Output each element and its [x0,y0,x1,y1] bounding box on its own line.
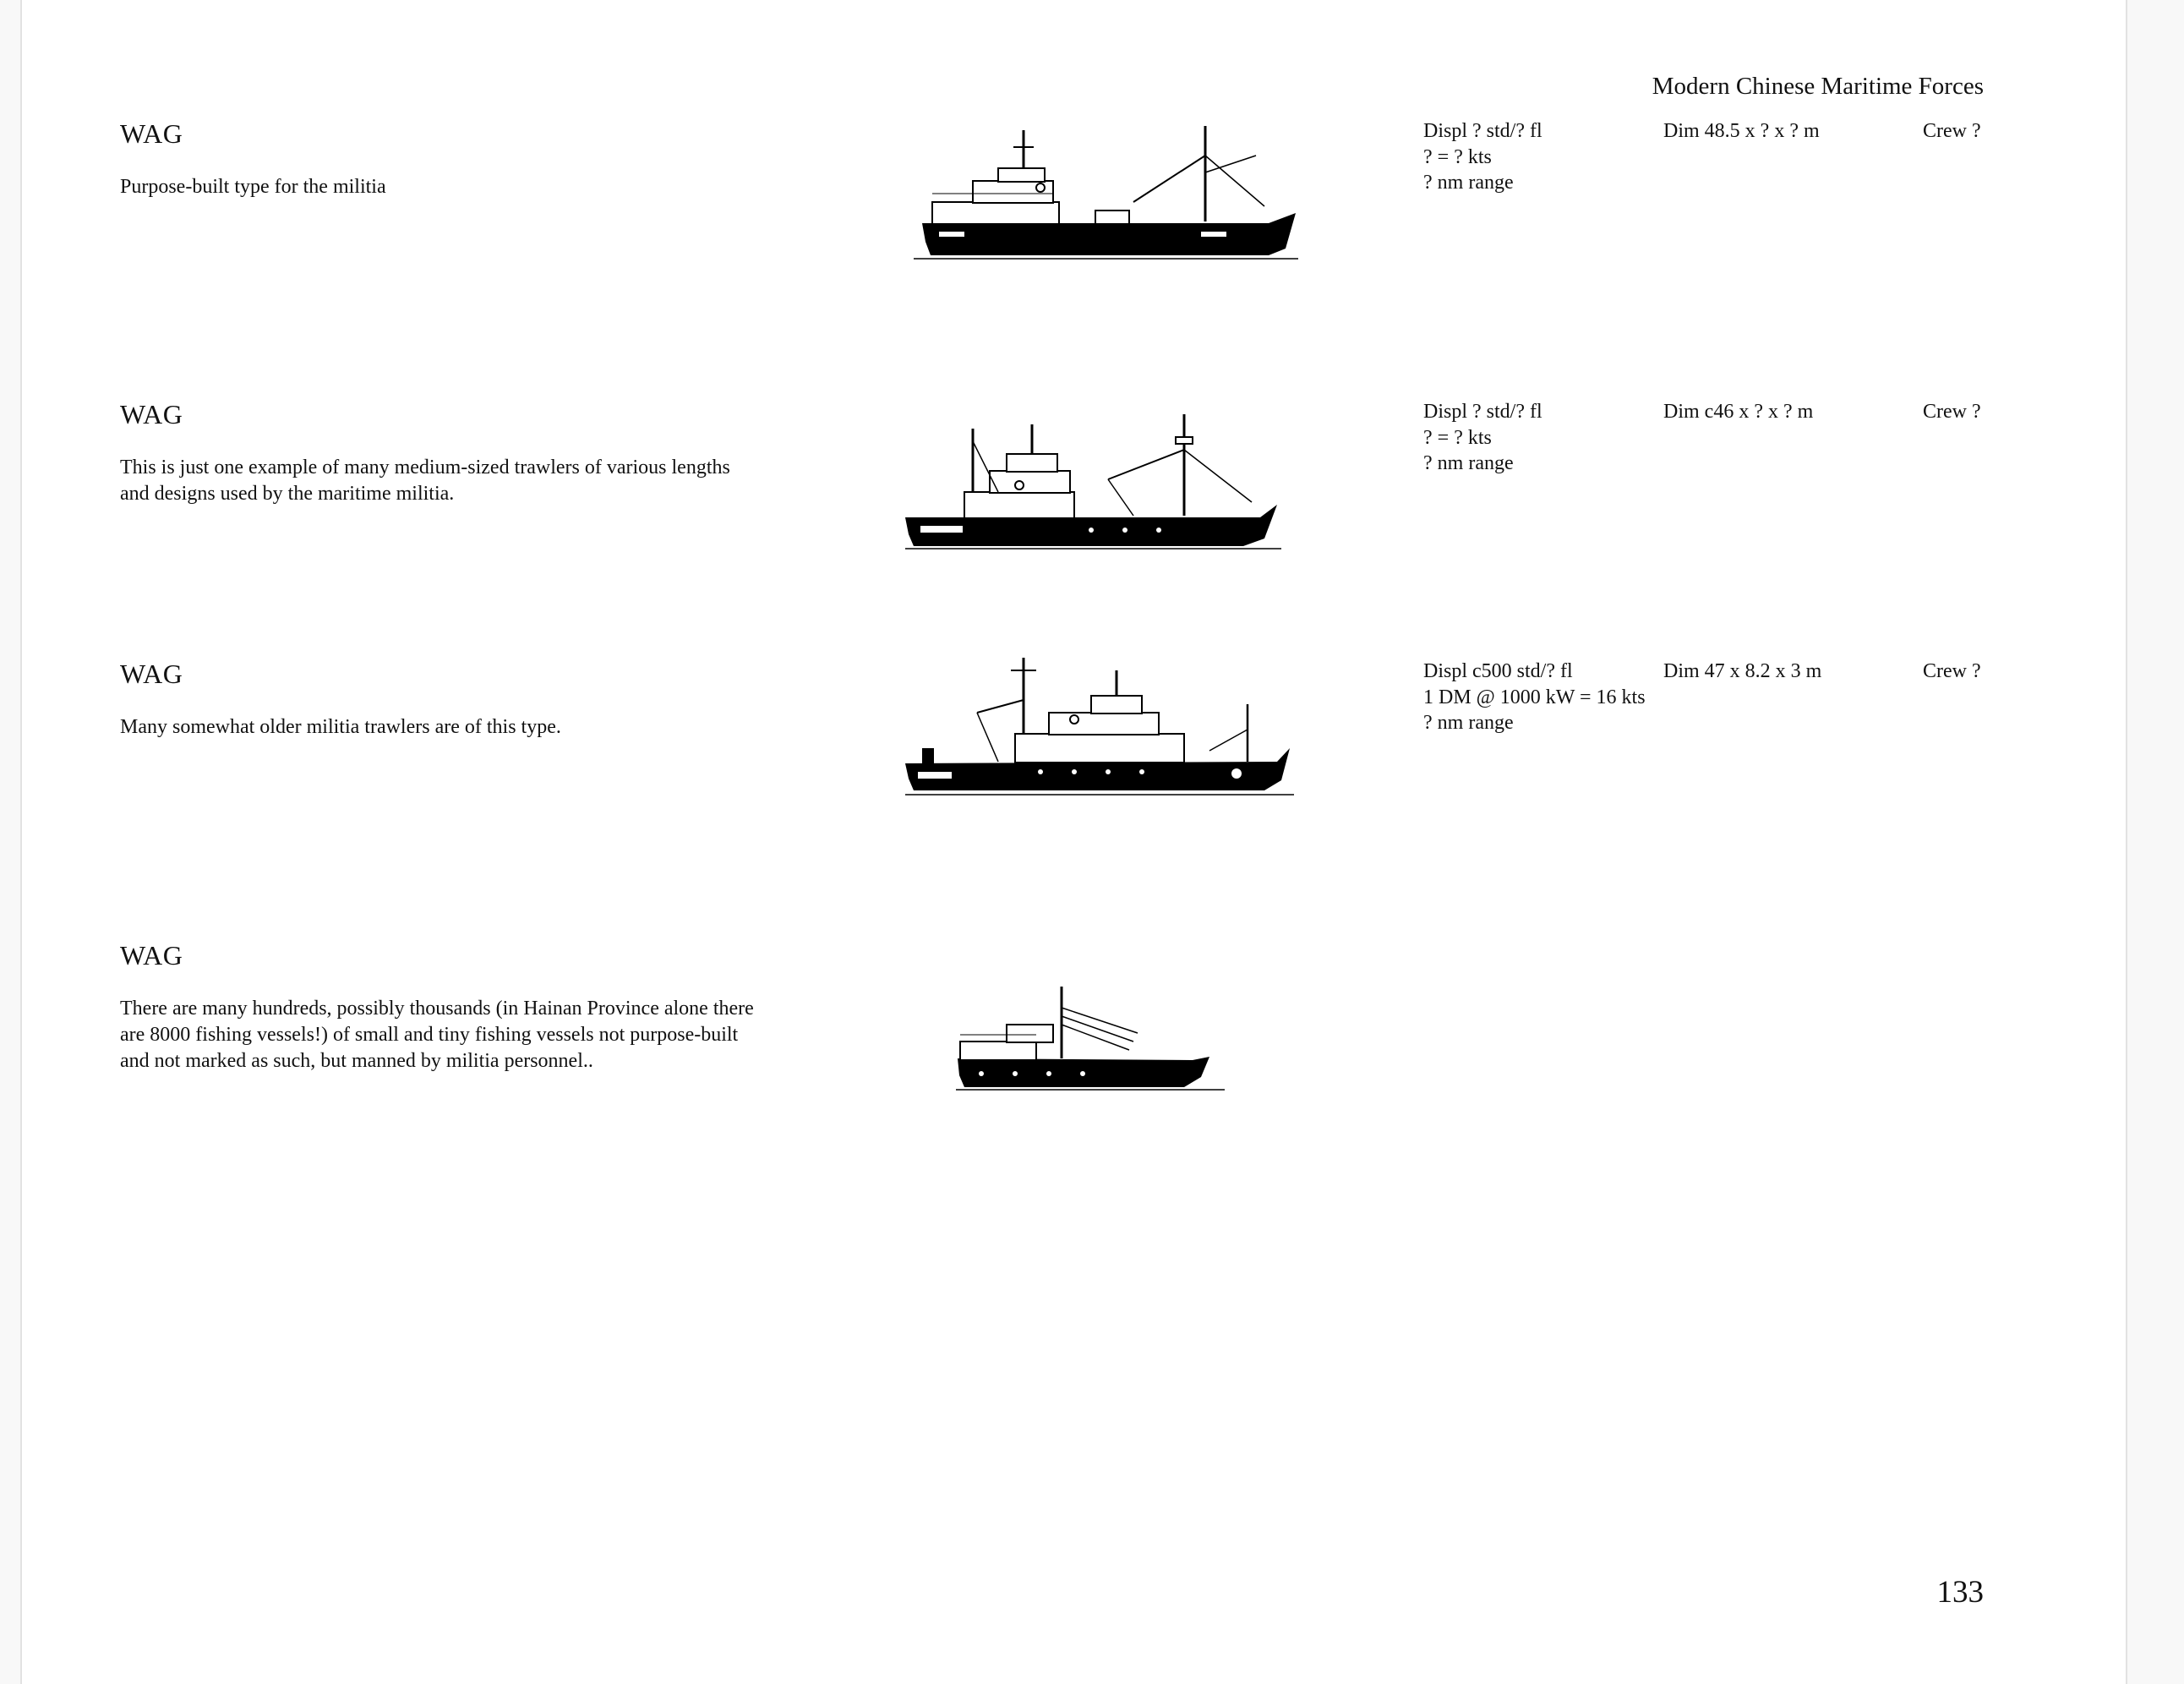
displacement: Displ ? std/? fl [1423,120,1542,142]
dimensions: Dim 47 x 8.2 x 3 m [1663,660,1822,682]
running-header: Modern Chinese Maritime Forces [1652,73,1984,100]
displacement: Displ ? std/? fl [1423,401,1542,423]
range: ? nm range [1423,452,1514,474]
vessel-entry [22,118,2126,330]
crew: Crew ? [1923,120,1981,142]
spec-performance [1423,118,1542,196]
vessel-entry [22,659,2126,870]
propulsion: ? = ? kts [1423,145,1492,168]
document-page [20,0,2127,1684]
entry-description: There are many hundreds, possibly thousands (in Hainan Province alone there are 8000 fishing vessels!) of small and tiny fishing vessels not purpose-built and not marked as such, but manned by militia personnel.. [120,998,754,1072]
crew: Crew ? [1923,660,1981,682]
spec-performance [1423,399,1542,477]
entry-description: This is just one example of many medium-sized trawlers of various lengths and designs used by the maritime militia. [120,457,730,505]
propulsion: 1 DM @ 1000 kW = 16 kts [1423,686,1646,708]
dimensions: Dim c46 x ? x ? m [1663,401,1814,423]
entry-title: WAG [120,659,183,689]
ship-silhouette-small-fishing-vessel [956,982,1226,1092]
entry-description: Purpose-built type for the militia [120,176,386,198]
entry-title: WAG [120,118,183,149]
displacement: Displ c500 std/? fl [1423,660,1573,682]
propulsion: ? = ? kts [1423,426,1492,449]
vessel-entry [22,940,2126,1151]
entry-title: WAG [120,399,183,429]
specifications [22,399,2126,484]
range: ? nm range [1423,172,1514,194]
entry-description: Many somewhat older militia trawlers are of this type. [120,716,561,738]
range: ? nm range [1423,712,1514,734]
vessel-entry [22,399,2126,610]
specifications [22,118,2126,203]
page-number: 133 [1936,1575,1984,1610]
entry-title: WAG [120,940,183,970]
spec-performance [1423,659,1646,736]
dimensions: Dim 48.5 x ? x ? m [1663,120,1820,142]
specifications [22,659,2126,743]
crew: Crew ? [1923,401,1981,423]
